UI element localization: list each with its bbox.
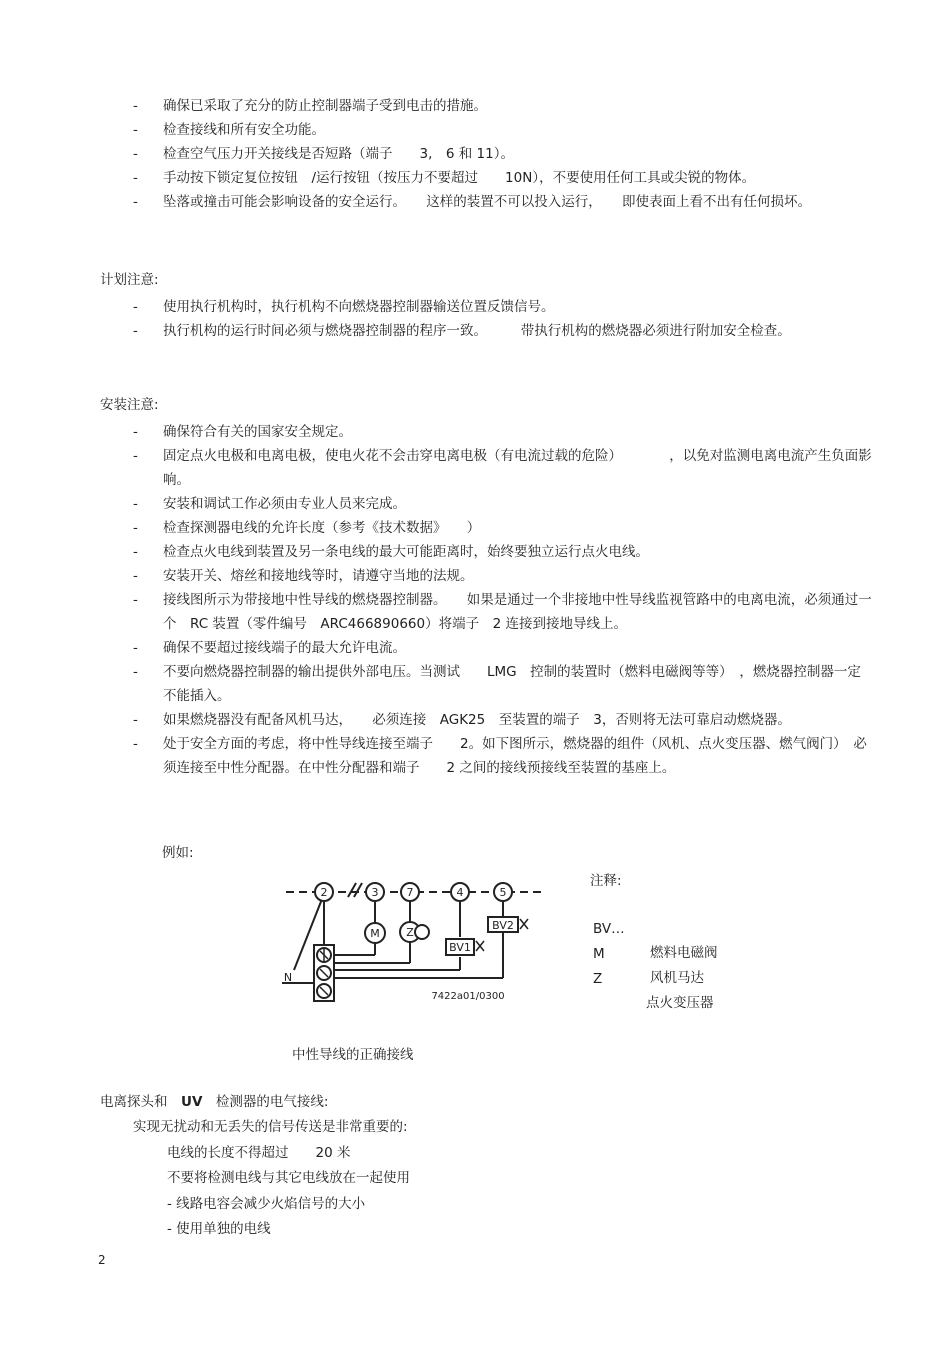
legend-key: BV… [593,921,625,937]
uv-item: 不要将检测电线与其它电线放在一起使用 [167,1170,410,1186]
uv-heading [100,1090,328,1114]
list-item: - 使用执行机构时，执行机构不向燃烧器控制器输送位置反馈信号。 [133,299,555,315]
list-item: - 坠落或撞击可能会影响设备的安全运行。 这样的装置不可以投入运行， 即使表面上看不出有任何损坏。 [133,194,811,210]
wiring-diagram [280,875,550,1010]
valve-bv2-label: BV2 [492,919,514,932]
list-item: - 确保符合有关的国家安全规定。 [133,424,352,440]
list-item: - 检查点火电线到装置及另一条电线的最大可能距离时，始终要独立运行点火电线。 [133,544,649,560]
legend-title: 注释: [590,873,622,889]
legend-value: 燃料电磁阀 [650,945,718,961]
install-heading: 安装注意: [100,397,159,413]
plan-heading: 计划注意: [100,272,159,288]
legend-key: M [593,946,605,962]
uv-heading-text: 电离探头和 [100,1094,181,1110]
list-item: - 处于安全方面的考虑，将中性导线连接至端子 2。如下图所示，燃烧器的组件（风机、点火变压器、燃气阀门） 必须连接至中性分配器。在中性分配器和端子 2 之间的接线预接线至装置的基座上。 [133,736,867,776]
uv-item: - 线路电容会减少火焰信号的大小 [167,1196,366,1212]
list-item: - 安装和调试工作必须由专业人员来完成。 [133,496,406,512]
list-item: - 检查接线和所有安全功能。 [133,122,325,138]
transformer-label: Z [406,926,414,939]
uv-item: 电线的长度不得超过 20 米 [167,1145,351,1161]
terminal-4-label: 4 [456,886,464,899]
page-number: 2 [98,1253,106,1267]
list-item: - 接线图所示为带接地中性导线的燃烧器控制器。 如果是通过一个非接地中性导线监视管路中的电离电流，必须通过一个 RC 装置（零件编号 ARC466890660）将端子 2 连接到接地导线上。 [133,592,872,632]
list-item: - 确保不要超过接线端子的最大允许电流。 [133,640,406,656]
list-item: - 如果燃烧器没有配备风机马达， 必须连接 AGK25 至装置的端子 3，否则将无法可靠启动燃烧器。 [133,712,791,728]
figure-code: 7422a01/0300 [431,991,505,1002]
legend-value: 风机马达 [650,970,704,986]
uv-item: - 使用单独的电线 [167,1221,271,1237]
list-item: - 手动按下锁定复位按钮 /运行按钮（按压力不要超过 10N），不要使用任何工具或尖锐的物体。 [133,170,756,186]
list-item: - 不要向燃烧器控制器的输出提供外部电压。当测试 LMG 控制的装置时（燃料电磁阀等等） ，燃烧器控制器一定不能插入。 [133,664,861,704]
valve-bv1-label: BV1 [449,941,471,954]
uv-heading-text: 检测器的电气接线: [202,1094,329,1110]
legend-value: 点火变压器 [646,995,714,1011]
list-item: - 执行机构的运行时间必须与燃烧器控制器的程序一致。 带执行机构的燃烧器必须进行附加安全检查。 [133,323,791,339]
uv-intro: 实现无扰动和无丢失的信号传送是非常重要的: [133,1119,408,1135]
install-list [133,420,873,780]
list-item: - 检查探测器电线的允许长度（参考《技术数据》 ） [133,520,481,536]
terminal-3-label: 3 [371,886,379,899]
uv-heading-bold: UV [181,1094,203,1110]
list-item: - 检查空气压力开关接线是否短路（端子 3, 6 和 11）。 [133,146,514,162]
list-item: - 固定点火电极和电离电极，使电火花不会击穿电离电极（有电流过载的危险） ，以免对监测电离电流产生负面影响。 [133,448,872,488]
legend-key: Z [593,971,603,987]
motor-label: M [370,927,380,940]
neutral-label: N [283,971,293,984]
safety-list [133,94,873,214]
example-label: 例如: [162,845,194,861]
terminal-7-label: 7 [406,886,414,899]
figure-caption: 中性导线的正确接线 [292,1047,414,1063]
list-item: - 安装开关、熔丝和接地线等时，请遵守当地的法规。 [133,568,474,584]
list-item: - 确保已采取了充分的防止控制器端子受到电击的措施。 [133,98,487,114]
plan-list [133,295,873,343]
transformer-symbol [415,925,429,939]
terminal-5-label: 5 [499,886,507,899]
terminal-2-label: 2 [320,886,328,899]
